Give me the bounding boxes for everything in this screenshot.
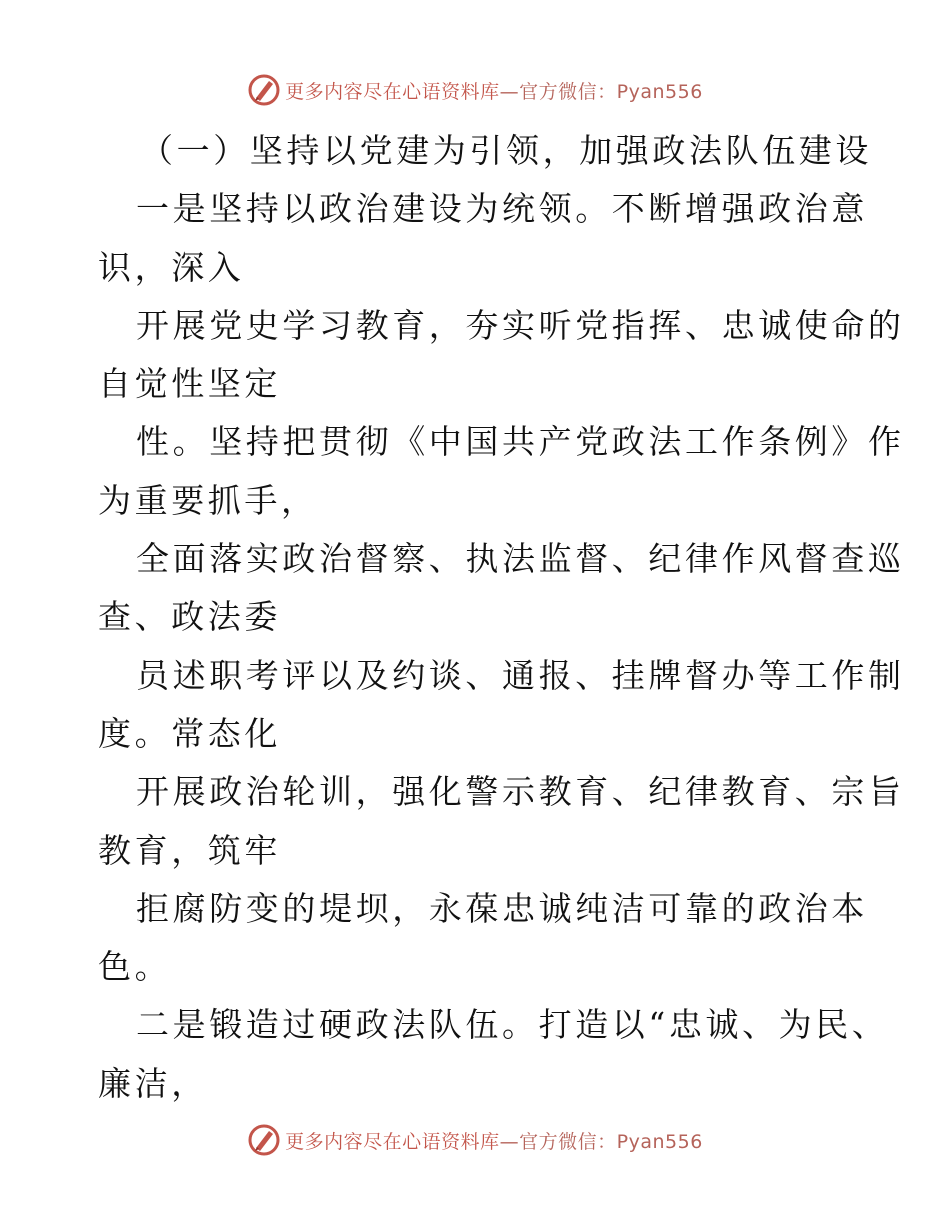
brand-logo-icon [247, 73, 281, 107]
watermark-dash: — [499, 1130, 520, 1153]
paragraph-line: 开展党史学习教育，夯实听党指挥、忠诚使命的 [136, 305, 905, 345]
paragraph-line: 全面落实政治督察、执法监督、纪律作风督查巡 [136, 539, 905, 579]
paragraph-line: 度。常态化 [98, 713, 281, 753]
brand-logo-icon [247, 1123, 281, 1157]
paragraph-line: 自觉性坚定 [98, 364, 281, 404]
header-watermark [0, 70, 950, 110]
document-body [98, 122, 905, 1113]
paragraph-line: 一是坚持以政治建设为统领。不断增强政治意 [136, 189, 868, 229]
watermark-brand: 更多内容尽在心语资料库 [285, 1130, 500, 1153]
watermark-contact: 官方微信：Pyan556 [519, 80, 703, 103]
paragraph-line: 廉洁， [98, 1063, 208, 1103]
paragraph-line: 色。 [98, 947, 172, 987]
paragraph-line: 性。坚持把贯彻《中国共产党政法工作条例》作 [136, 422, 905, 462]
paragraph-line: 拒腐防变的堤坝，永葆忠诚纯洁可靠的政治本 [136, 888, 868, 928]
paragraph-line: 员述职考评以及约谈、通报、挂牌督办等工作制 [136, 655, 905, 695]
paragraph-line: 二是锻造过硬政法队伍。打造以“忠诚、为民、 [136, 1005, 889, 1045]
section-heading: （一）坚持以党建为引领，加强政法队伍建设 [140, 131, 872, 170]
paragraph-line: 教育，筑牢 [98, 830, 281, 870]
watermark-dash: — [499, 80, 520, 103]
watermark-contact: 官方微信：Pyan556 [519, 1130, 703, 1153]
paragraph-line: 为重要抓手， [98, 480, 318, 520]
paragraph-line: 查、政法委 [98, 597, 281, 637]
paragraph-line: 开展政治轮训，强化警示教育、纪律教育、宗旨 [136, 772, 905, 812]
footer-watermark [0, 1120, 950, 1160]
watermark-brand: 更多内容尽在心语资料库 [285, 80, 500, 103]
watermark-text [285, 1127, 703, 1154]
watermark-text [285, 77, 703, 104]
paragraph-line: 识，深入 [98, 247, 245, 287]
